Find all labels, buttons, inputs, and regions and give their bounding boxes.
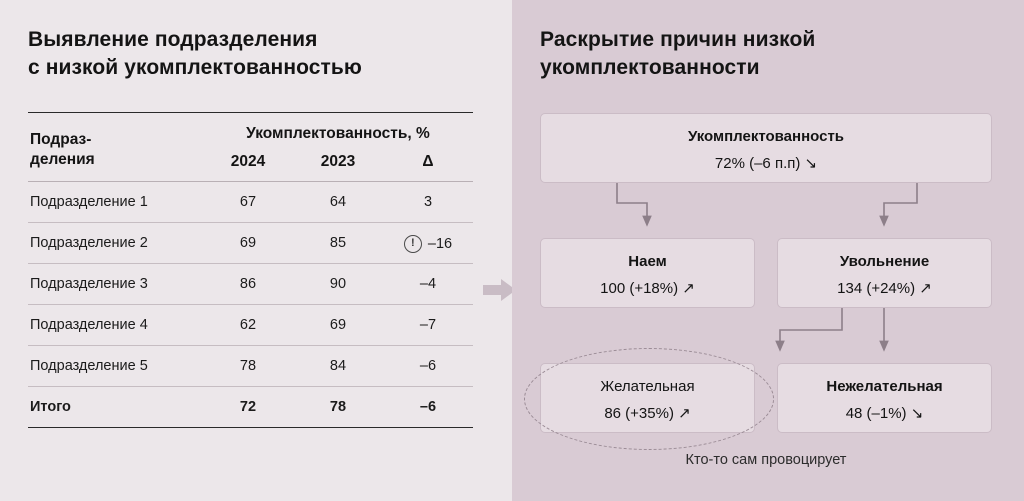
header-subdivision: [28, 113, 203, 181]
node-staffing-level-value: 72% (–6 п.п) ↘: [714, 155, 818, 172]
total-2024: 72: [203, 387, 293, 428]
exclamation-circle-icon: !: [404, 235, 422, 253]
header-year-2023: 2023: [320, 153, 356, 170]
table-row: [28, 264, 473, 305]
row-2024: 62: [203, 305, 293, 346]
node-hiring[interactable]: [540, 238, 755, 308]
node-desirable-turnover-title: Желательная: [600, 378, 695, 395]
node-dismissal-value: 134 (+24%) ↗: [837, 280, 932, 297]
table-total-row: [28, 387, 473, 428]
table-row: [28, 182, 473, 223]
row-2023: 90: [293, 264, 383, 305]
staffing-table: [28, 112, 473, 428]
node-hiring-title: Наем: [628, 253, 667, 270]
row-delta: [383, 223, 473, 264]
left-title-line-1: Выявление подразделения: [28, 28, 318, 51]
node-desirable-turnover[interactable]: [540, 363, 755, 433]
right-panel-title: [540, 26, 980, 83]
row-2024: 86: [203, 264, 293, 305]
table-row: [28, 305, 473, 346]
row-2024: 67: [203, 182, 293, 223]
row-2023: 84: [293, 346, 383, 387]
diagram-caption: Кто-то сам провоцирует: [685, 452, 847, 468]
right-title-line-2: укомплектованности: [540, 56, 760, 80]
row-2024: 78: [203, 346, 293, 387]
table-row: [28, 346, 473, 387]
node-desirable-turnover-value: 86 (+35%) ↗: [604, 405, 691, 422]
node-hiring-value: 100 (+18%) ↗: [600, 280, 695, 297]
row-name: Подразделение 5: [28, 346, 203, 387]
delta-with-warning: [404, 235, 452, 253]
node-staffing-level[interactable]: [540, 113, 992, 183]
header-subdivision-line-2: деления: [30, 151, 95, 168]
table-header-row-1: [28, 113, 473, 149]
row-delta: –4: [383, 264, 473, 305]
node-dismissal[interactable]: [777, 238, 992, 308]
row-delta: –7: [383, 305, 473, 346]
header-delta: Δ: [422, 153, 434, 170]
node-dismissal-title: Увольнение: [839, 253, 930, 270]
node-staffing-level-title: Укомплектованность: [687, 128, 845, 145]
row-2023: 69: [293, 305, 383, 346]
header-staffing-group: Укомплектованность, %: [246, 125, 430, 142]
row-delta-value: –16: [427, 235, 453, 252]
total-2023: 78: [293, 387, 383, 428]
row-delta: –6: [383, 346, 473, 387]
row-name: Подразделение 1: [28, 182, 203, 223]
left-title-line-2: с низкой укомплектованностью: [28, 56, 362, 80]
row-delta: 3: [383, 182, 473, 223]
left-panel-title: [28, 26, 468, 83]
table-row: [28, 223, 473, 264]
node-undesirable-turnover-value: 48 (–1%) ↘: [845, 405, 924, 422]
header-subdivision-line-1: Подраз-: [30, 130, 92, 148]
row-2024: 69: [203, 223, 293, 264]
row-name: Подразделение 4: [28, 305, 203, 346]
row-2023: 85: [293, 223, 383, 264]
total-label: Итого: [28, 387, 203, 428]
right-title-line-1: Раскрытие причин низкой: [540, 28, 816, 51]
header-year-2024: 2024: [230, 153, 266, 170]
row-name: Подразделение 2: [28, 223, 203, 264]
row-2023: 64: [293, 182, 383, 223]
total-delta: –6: [383, 387, 473, 428]
row-name: Подразделение 3: [28, 264, 203, 305]
node-undesirable-turnover[interactable]: [777, 363, 992, 433]
staffing-table-wrapper: [28, 112, 473, 428]
node-undesirable-turnover-title: Нежелательная: [826, 378, 943, 395]
